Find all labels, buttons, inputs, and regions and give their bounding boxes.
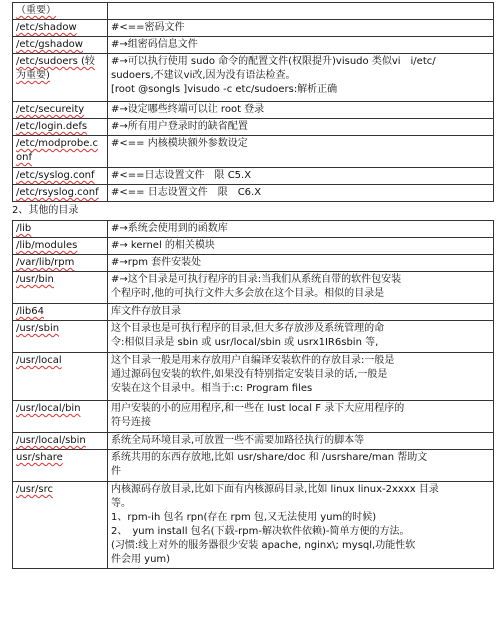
path-cell <box>13 102 108 119</box>
description-cell <box>108 401 494 433</box>
table-row <box>13 321 494 353</box>
description-line: 这个目录也是可执行程序的目录,但大多存放涉及系统管理的命 <box>111 323 385 334</box>
table-row <box>13 3 494 20</box>
table-row <box>13 168 494 185</box>
table-row <box>13 482 494 569</box>
description-line: 内核源码存放目录,比如下面有内核源码目录,比如 linux linux-2xxxx 目录 <box>111 484 439 495</box>
path-text: /etc/sudoers (较为重要) <box>16 56 95 81</box>
description-cell <box>108 304 494 321</box>
description-line: #→系统会使用到的函数库 <box>111 223 228 234</box>
description-line: (习惯:线上对外的服务器很少安装 apache, nginx\; mysql,功能性软 <box>111 540 416 551</box>
path-cell <box>13 433 108 450</box>
path-text: /lib/modules <box>16 240 78 251</box>
description-line: #→可以执行使用 sudo 命令的配置文件(权限提升)visudo 类似vi i/etc/ <box>111 56 436 67</box>
path-text: /etc/login.defs <box>16 121 88 132</box>
description-line: 符号连接 <box>111 417 151 428</box>
table-row <box>13 136 494 168</box>
description-line: #<== 内核模块额外参数设定 <box>111 138 248 149</box>
description-cell <box>108 450 494 482</box>
description-line: #→rpm 套件安装处 <box>111 257 202 268</box>
path-text: /etc/modprobe.conf <box>16 138 99 163</box>
description-line: 用户安装的小的应用程序,和一些在 lust local F 录下大应用程序的 <box>111 403 405 414</box>
table-row <box>13 272 494 304</box>
description-cell <box>108 119 494 136</box>
path-cell <box>13 3 108 20</box>
description-cell <box>108 168 494 185</box>
description-line: #<== 日志设置文件 限 C6.X <box>111 187 262 198</box>
path-text: /usr/src <box>16 484 53 495</box>
table-row <box>13 102 494 119</box>
path-cell <box>13 37 108 54</box>
description-cell <box>108 37 494 54</box>
table-row <box>13 433 494 450</box>
table-row <box>13 20 494 37</box>
description-cell <box>108 102 494 119</box>
path-text: /var/lib/rpm <box>16 257 75 268</box>
description-line: #→设定哪些终端可以让 root 登录 <box>111 104 265 115</box>
table-row <box>13 221 494 238</box>
path-text: /etc/shadow <box>16 22 77 33</box>
path-text: /usr/local/sbin <box>16 435 86 446</box>
description-line: #<==密码文件 <box>111 22 185 33</box>
description-cell <box>108 353 494 401</box>
path-cell <box>13 221 108 238</box>
path-text: /etc/gshadow <box>16 39 83 50</box>
path-text: usr/share <box>16 452 63 463</box>
description-line: 这个目录一般是用来存放用户自编译安装软件的存放目录:一般是 <box>111 355 395 366</box>
description-line: sudoers,不建议vi改,因为没有语法检查。 <box>111 70 296 81</box>
description-line: #→所有用户登录时的缺省配置 <box>111 121 248 132</box>
path-text: /etc/secureity <box>16 104 85 115</box>
path-text: /etc/rsyslog.conf <box>16 187 99 198</box>
section-heading: 2、其他的目录 <box>12 205 79 216</box>
path-cell <box>13 272 108 304</box>
description-cell <box>108 3 494 20</box>
description-cell <box>108 238 494 255</box>
description-cell <box>108 221 494 238</box>
path-text: /lib64 <box>16 306 44 317</box>
description-line: 库文件存放目录 <box>111 306 181 317</box>
path-cell <box>13 304 108 321</box>
description-cell <box>108 433 494 450</box>
path-text: /etc/syslog.conf <box>16 170 95 181</box>
path-cell <box>13 20 108 37</box>
description-line: [root @songls ]visudo -c etc/sudoers:解析正确 <box>111 84 338 95</box>
table-row <box>13 304 494 321</box>
table-row <box>13 238 494 255</box>
description-cell <box>108 482 494 569</box>
path-cell <box>13 450 108 482</box>
table-row <box>13 185 494 202</box>
description-line: 件 <box>111 466 121 477</box>
path-cell <box>13 482 108 569</box>
path-cell <box>13 185 108 202</box>
path-cell <box>13 119 108 136</box>
description-line: 令:相似目录是 sbin 或 usr/local/sbin 或 usrx1IR6sbin 等, <box>111 337 379 348</box>
path-text: /usr/local <box>16 355 62 366</box>
table-row <box>13 401 494 433</box>
description-cell <box>108 54 494 102</box>
path-text: （重要） <box>16 5 56 16</box>
path-text: /lib <box>16 223 32 234</box>
path-cell <box>13 136 108 168</box>
table-row <box>13 37 494 54</box>
description-line: #→组密码信息文件 <box>111 39 198 50</box>
path-cell <box>13 353 108 401</box>
description-line: #→ kernel 的相关模块 <box>111 240 215 251</box>
description-line: 个程序时,他的可执行文件大多会放在这个目录。相似的目录是 <box>111 288 385 299</box>
description-line: 系统共用的东西存放地,比如 usr/share/doc 和 /usrshare/man 帮助文 <box>111 452 428 463</box>
table-row <box>13 450 494 482</box>
table-row <box>13 119 494 136</box>
description-line: 系统全局环境目录,可放置一些不需要加路径执行的脚本等 <box>111 435 365 446</box>
description-line: 2、 yum install 包名(下载-rpm-解决软件依赖)-简单方便的方法。 <box>111 526 410 537</box>
description-line: #<==日志设置文件 限 C5.X <box>111 170 252 181</box>
path-text: /usr/sbin <box>16 323 60 334</box>
table-row <box>13 255 494 272</box>
description-line: #→这个目录是可执行程序的目录:当我们从系统自带的软件包安装 <box>111 274 402 285</box>
description-line: 1、rpm-ih 包名 rpn(存在 rpm 包,又无法使用 yum的时候) <box>111 512 377 523</box>
description-cell <box>108 185 494 202</box>
table-row <box>13 353 494 401</box>
config-files-table <box>12 2 494 202</box>
description-cell <box>108 255 494 272</box>
path-cell <box>13 168 108 185</box>
directories-table <box>12 220 494 569</box>
path-text: /usr/local/bin <box>16 403 81 414</box>
description-line: 通过源码包安装的软件,如果没有特别指定安装目录的话,一般是 <box>111 369 388 380</box>
path-cell <box>13 238 108 255</box>
description-cell <box>108 272 494 304</box>
description-cell <box>108 20 494 37</box>
path-cell <box>13 54 108 102</box>
description-line: 安装在这个目录中。相当于:c: Program files <box>111 383 313 394</box>
description-line: 等。 <box>111 498 131 509</box>
description-cell <box>108 136 494 168</box>
description-line: 件会用 yum) <box>111 554 171 565</box>
document-page <box>12 2 494 569</box>
path-cell <box>13 255 108 272</box>
table-row <box>13 54 494 102</box>
description-cell <box>108 321 494 353</box>
path-text: /usr/bin <box>16 274 54 285</box>
path-cell <box>13 401 108 433</box>
path-cell <box>13 321 108 353</box>
